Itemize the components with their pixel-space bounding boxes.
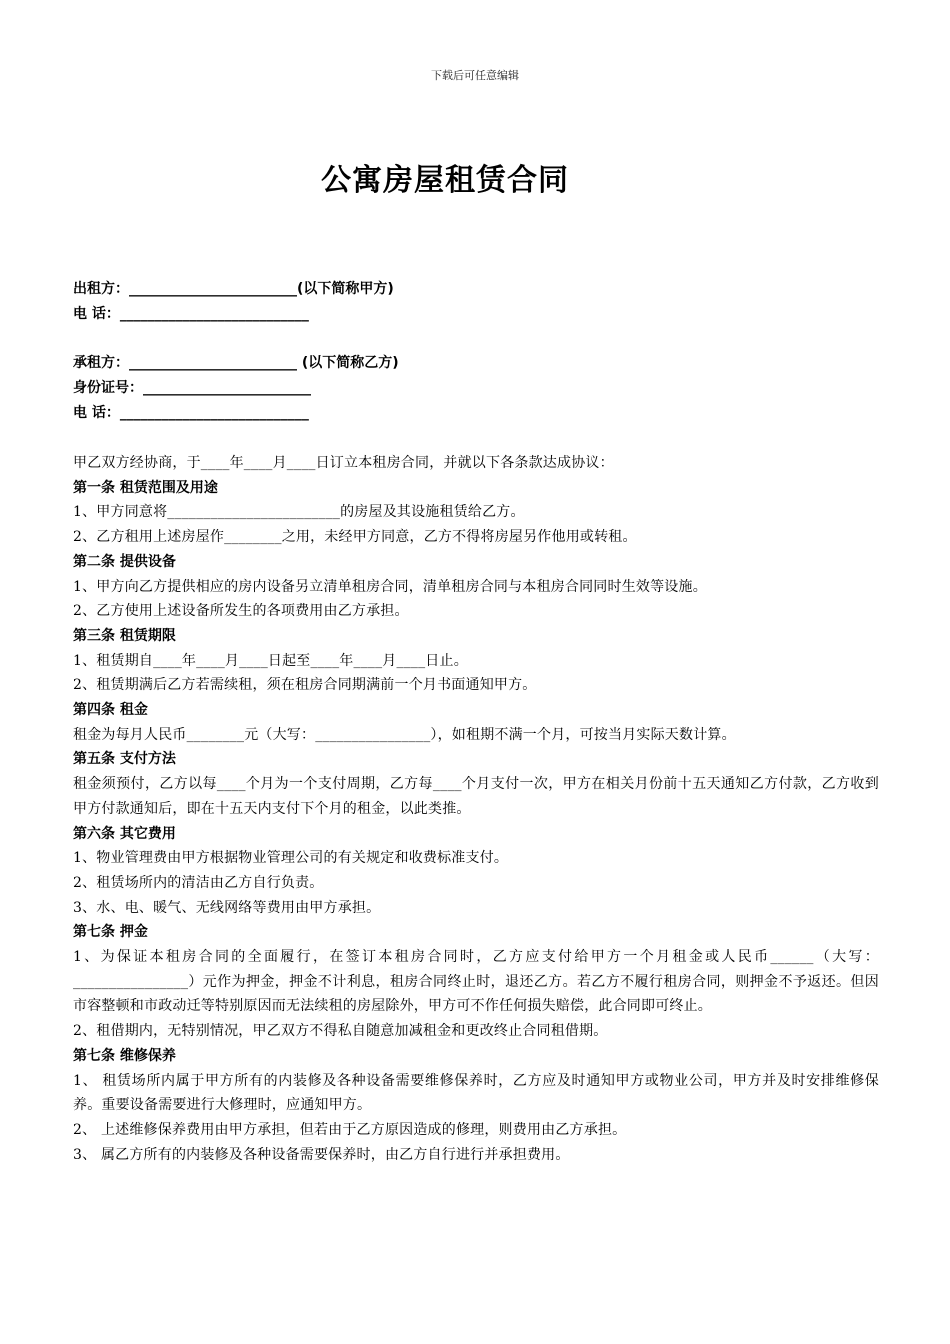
section-title: 第一条 租赁范围及用途	[73, 479, 218, 496]
clause: 3、水、电、暖气、无线网络等费用由甲方承担。	[73, 899, 381, 916]
clause: 1、 租赁场所内属于甲方所有的内装修及各种设备需要维修保养时，乙方应及时通知甲方或物业公司，甲方并及时安排维修保养。重要设备需要进行大修理时，应通知甲方。	[73, 1072, 879, 1114]
lessee-phone-line: 电 话：___________________________	[73, 405, 309, 421]
intro-paragraph: 甲乙双方经协商，于____年____月____日订立本租房合同，并就以下各条款达成协议：	[73, 455, 614, 471]
section-title: 第四条 租金	[73, 702, 148, 719]
clause: 2、乙方租用上述房屋作________之用，未经甲方同意，乙方不得将房屋另作他用或转租。	[73, 529, 637, 546]
section-title: 第二条 提供设备	[73, 553, 176, 570]
clause: 1、租赁期自____年____月____日起至____年____月____日止。	[73, 652, 468, 669]
lessee-line: 承租方：________________________ (以下简称乙方)	[73, 355, 399, 371]
clause: 3、 属乙方所有的内装修及各种设备需要保养时，由乙方自行进行并承担费用。	[73, 1146, 570, 1163]
clause: 1、甲方同意将________________________的房屋及其设施租赁给乙方。	[73, 504, 525, 521]
clause: 2、租赁场所内的清洁由乙方自行负责。	[73, 874, 324, 891]
clause: 1、为保证本租房合同的全面履行，在签订本租房合同时，乙方应支付给甲方一个月租金或人民币______（大写：________________）元作为押金，押金不计利息，租房合同终止时，退还乙方。若乙方不履行租房合同，则押金不予返还。但因市容整顿和市政动迁等特别原因而无法续租的房屋除外，甲方可不作任何损失赔偿，此合同即可终止。	[73, 949, 879, 1015]
lessee-id-line: 身份证号：________________________	[73, 380, 311, 396]
lessor-line: 出租方：________________________(以下简称甲方)	[73, 281, 394, 297]
section-title: 第五条 支付方法	[73, 751, 176, 768]
lessor-phone-line: 电 话：___________________________	[73, 306, 309, 322]
clause: 1、甲方向乙方提供相应的房内设备另立清单租房合同，清单租房合同与本租房合同同时生效等设施。	[73, 578, 707, 595]
clause: 2、租赁期满后乙方若需续租，须在租房合同期满前一个月书面通知甲方。	[73, 677, 537, 694]
clause: 2、租借期内，无特别情况，甲乙双方不得私自随意加减租金和更改终止合同租借期。	[73, 1023, 608, 1040]
page-title: 公寓房屋租赁合同	[321, 163, 569, 198]
section-title: 第七条 维修保养	[73, 1047, 176, 1064]
clause: 租金为每月人民币________元（大写：________________），如租期不满一个月，可按当月实际天数计算。	[73, 726, 736, 743]
header-note: 下载后可任意编辑	[431, 69, 519, 82]
clause: 2、 上述维修保养费用由甲方承担，但若由于乙方原因造成的修理，则费用由乙方承担。	[73, 1121, 627, 1138]
section-title: 第三条 租赁期限	[73, 627, 176, 644]
section-title: 第六条 其它费用	[73, 825, 176, 842]
clause: 租金须预付，乙方以每____个月为一个支付周期，乙方每____个月支付一次，甲方在相关月份前十五天通知乙方付款，乙方收到甲方付款通知后，即在十五天内支付下个月的租金，以此类推。	[73, 776, 879, 817]
contract-body	[73, 451, 879, 1167]
lessor-block	[73, 277, 883, 327]
clause: 2、乙方使用上述设备所发生的各项费用由乙方承担。	[73, 603, 409, 620]
lessee-block	[73, 351, 883, 426]
clause: 1、物业管理费由甲方根据物业管理公司的有关规定和收费标准支付。	[73, 850, 509, 867]
section-title: 第七条 押金	[73, 924, 148, 941]
